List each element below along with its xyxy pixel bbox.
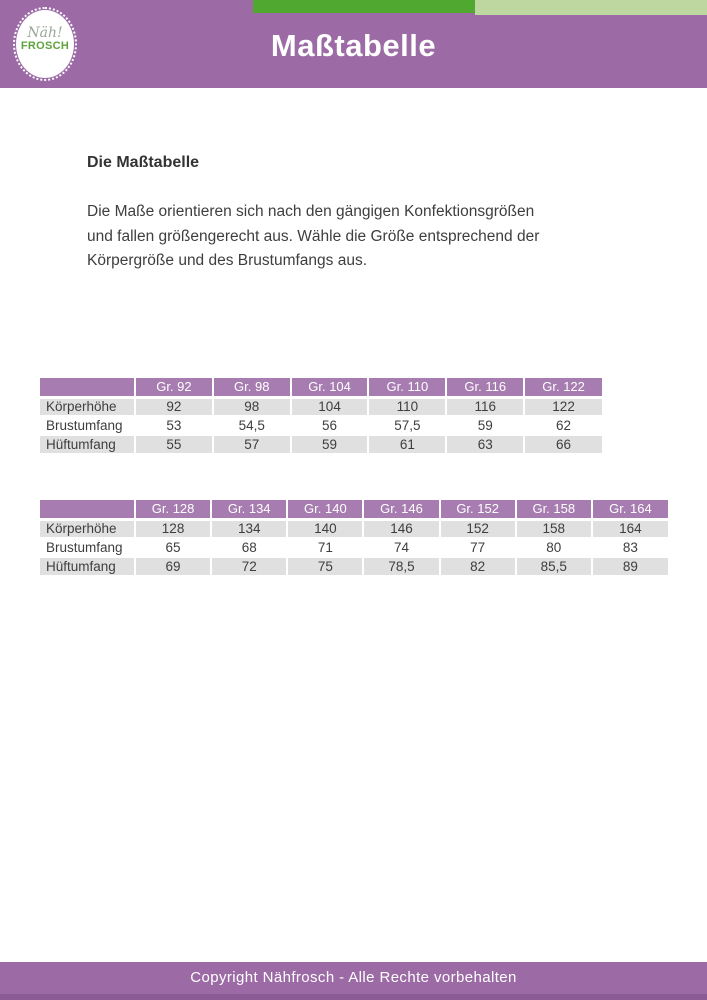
measurement-value-cell: 75 [287, 557, 363, 576]
table-row [40, 435, 602, 454]
measurement-value-cell: 57 [213, 435, 291, 454]
row-label: Brustumfang [40, 538, 135, 557]
measurement-value-cell: 59 [446, 416, 524, 435]
size-column-header: Gr. 110 [368, 378, 446, 397]
table-row [40, 557, 668, 576]
measurement-value-cell: 80 [516, 538, 592, 557]
measurement-value-cell: 128 [135, 519, 211, 538]
size-column-header: Gr. 164 [592, 500, 668, 519]
measurement-value-cell: 66 [524, 435, 602, 454]
size-column-header: Gr. 116 [446, 378, 524, 397]
logo-script-text: Näh! [27, 25, 63, 41]
accent-bar-light-green [475, 0, 707, 15]
table-row [40, 519, 668, 538]
measurement-value-cell: 140 [287, 519, 363, 538]
size-column-header: Gr. 134 [211, 500, 287, 519]
measurement-value-cell: 116 [446, 397, 524, 416]
intro-heading: Die Maßtabelle [87, 154, 200, 171]
measurement-value-cell: 77 [440, 538, 516, 557]
table-row [40, 416, 602, 435]
measurement-value-cell: 110 [368, 397, 446, 416]
measurement-value-cell: 158 [516, 519, 592, 538]
size-column-header: Gr. 140 [287, 500, 363, 519]
measurement-value-cell: 98 [213, 397, 291, 416]
size-column-header: Gr. 92 [135, 378, 213, 397]
accent-bar-dark-green [253, 0, 475, 13]
measurement-value-cell: 82 [440, 557, 516, 576]
intro-line: Die Maße orientieren sich nach den gängigen Konfektionsgrößen [87, 203, 535, 220]
intro-paragraph [87, 200, 607, 274]
measurement-value-cell: 89 [592, 557, 668, 576]
page-header [0, 0, 707, 88]
measurement-value-cell: 56 [291, 416, 369, 435]
size-column-header: Gr. 158 [516, 500, 592, 519]
row-label: Hüftumfang [40, 557, 135, 576]
copyright-text: Copyright Nähfrosch - Alle Rechte vorbehalten [190, 969, 517, 986]
intro-line: und fallen größengerecht aus. Wähle die Größe entsprechend der [87, 227, 540, 245]
table-row [40, 538, 668, 557]
measurement-value-cell: 65 [135, 538, 211, 557]
page-footer [0, 962, 707, 1000]
table-header-row [40, 378, 602, 397]
measurement-value-cell: 62 [524, 416, 602, 435]
size-column-header: Gr. 128 [135, 500, 211, 519]
measurement-value-cell: 57,5 [368, 416, 446, 435]
intro-line: Körpergröße und des Brustumfangs aus. [87, 252, 368, 269]
table-header-row [40, 500, 668, 519]
measurement-value-cell: 164 [592, 519, 668, 538]
corner-cell [40, 378, 135, 397]
size-column-header: Gr. 152 [440, 500, 516, 519]
measurement-value-cell: 54,5 [213, 416, 291, 435]
size-column-header: Gr. 98 [213, 378, 291, 397]
measurement-value-cell: 78,5 [363, 557, 439, 576]
measurement-value-cell: 61 [368, 435, 446, 454]
table-row [40, 397, 602, 416]
measurement-value-cell: 59 [291, 435, 369, 454]
measurement-value-cell: 74 [363, 538, 439, 557]
measurement-value-cell: 68 [211, 538, 287, 557]
measurement-value-cell: 92 [135, 397, 213, 416]
measurement-value-cell: 53 [135, 416, 213, 435]
measurement-value-cell: 152 [440, 519, 516, 538]
corner-cell [40, 500, 135, 519]
size-table-large-sizes [40, 500, 668, 577]
measurement-value-cell: 63 [446, 435, 524, 454]
row-label: Körperhöhe [40, 519, 135, 538]
measurement-value-cell: 72 [211, 557, 287, 576]
page-title: Maßtabelle [270, 28, 437, 63]
measurement-value-cell: 69 [135, 557, 211, 576]
size-column-header: Gr. 104 [291, 378, 369, 397]
size-table-small-sizes [40, 378, 602, 455]
measurement-value-cell: 146 [363, 519, 439, 538]
size-column-header: Gr. 122 [524, 378, 602, 397]
measurement-value-cell: 134 [211, 519, 287, 538]
row-label: Körperhöhe [40, 397, 135, 416]
measurement-value-cell: 83 [592, 538, 668, 557]
row-label: Hüftumfang [40, 435, 135, 454]
measurement-value-cell: 55 [135, 435, 213, 454]
measurement-value-cell: 71 [287, 538, 363, 557]
measurement-value-cell: 104 [291, 397, 369, 416]
size-column-header: Gr. 146 [363, 500, 439, 519]
logo-brand-text: FROSCH [20, 40, 70, 52]
measurement-value-cell: 122 [524, 397, 602, 416]
measurement-value-cell: 85,5 [516, 557, 592, 576]
row-label: Brustumfang [40, 416, 135, 435]
